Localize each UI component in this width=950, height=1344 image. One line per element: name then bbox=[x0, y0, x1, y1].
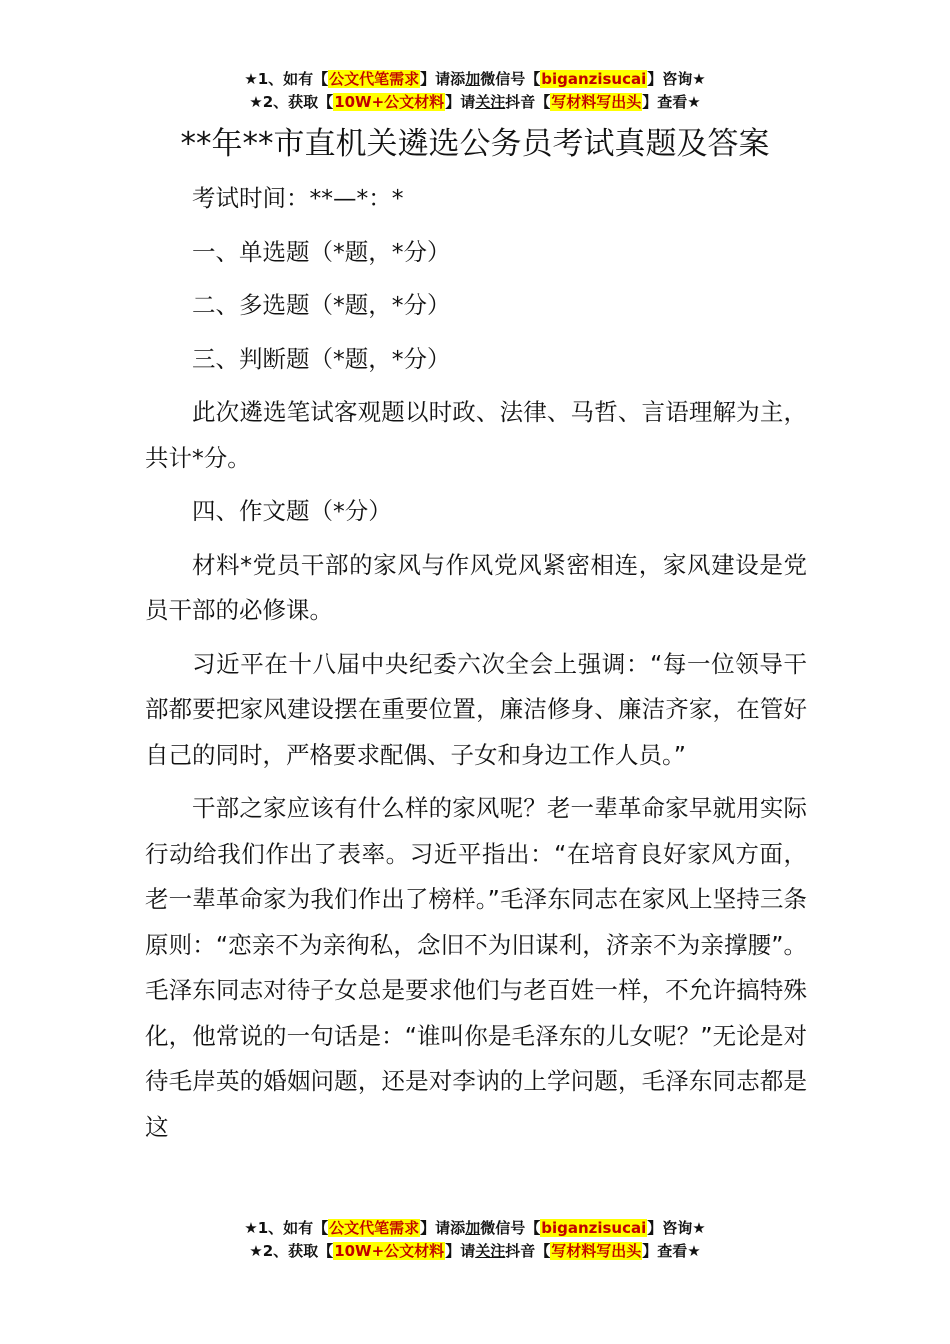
footer-highlight-service: 公文代笔需求 bbox=[329, 1219, 420, 1237]
paragraph-section-true-false: 三、判断题（*题，*分） bbox=[192, 344, 451, 373]
footer-highlight-douyin-account: 写材料写出头 bbox=[551, 1242, 642, 1260]
paragraph-section-single-choice: 一、单选题（*题，*分） bbox=[192, 237, 451, 266]
paragraph-section-essay: 四、作文题（*分） bbox=[192, 497, 392, 525]
paragraph-quote-family-values: 习近平在十八届中央纪委六次全会上强调：“每一位领导干部都要把家风建设摆在重要位置，廉洁修身、廉洁齐家，在管好自己的同时，严格要求配偶、子女和身边工作人员。” bbox=[145, 649, 807, 769]
banner-line-2: ★2、获取【10W+公文材料】请关注抖音【写材料写出头】查看★ bbox=[249, 93, 701, 111]
paragraph-objective-summary: 此次遴选笔试客观题以时政、法律、马哲、言语理解为主，共计*分。 bbox=[145, 398, 807, 472]
footer-banner-line-1: ★1、如有【公文代笔需求】请添加微信号【biganzisucai】咨询★ bbox=[244, 1219, 706, 1237]
paragraph-exam-time: 考试时间：**—*：* bbox=[192, 184, 404, 212]
document-title: **年**市直机关遴选公务员考试真题及答案 bbox=[180, 126, 770, 162]
paragraph-revolutionary-example: 干部之家应该有什么样的家风呢？老一辈革命家早就用实际行动给我们作出了表率。习近平指出：“在培育良好家风方面，老一辈革命家为我们作出了榜样。”毛泽东同志在家风上坚持三条原则：“恋亲不为亲徇私，念旧不为旧谋利，济亲不为亲撑腰”。毛泽东同志对待子女总是要求他们与老百姓一样，不允许搞特殊化，他常说的一句话是：“谁叫你是毛泽东的儿女呢？”无论是对待毛岸英的婚姻问题，还是对李讷的上学问题，毛泽东同志都是这 bbox=[145, 794, 807, 1141]
highlight-douyin-account: 写材料写出头 bbox=[551, 93, 642, 111]
document-body bbox=[145, 176, 807, 1158]
footer-highlight-wechat-id: biganzisucai bbox=[541, 1219, 647, 1237]
highlight-materials: 10W+公文材料 bbox=[334, 93, 445, 111]
footer-banner-line-2: ★2、获取【10W+公文材料】请关注抖音【写材料写出头】查看★ bbox=[249, 1242, 701, 1260]
paragraph-section-multiple-choice: 二、多选题（*题，*分） bbox=[192, 291, 451, 319]
banner-line-1: ★1、如有【公文代笔需求】请添加微信号【biganzisucai】咨询★ bbox=[244, 70, 706, 88]
header-banner bbox=[0, 68, 950, 114]
highlight-wechat-id: biganzisucai bbox=[541, 70, 647, 88]
footer-banner bbox=[0, 1217, 950, 1263]
paragraph-material-intro: 材料*党员干部的家风与作风党风紧密相连，家风建设是党员干部的必修课。 bbox=[145, 550, 807, 624]
highlight-service: 公文代笔需求 bbox=[329, 70, 420, 88]
footer-highlight-materials: 10W+公文材料 bbox=[334, 1242, 445, 1260]
